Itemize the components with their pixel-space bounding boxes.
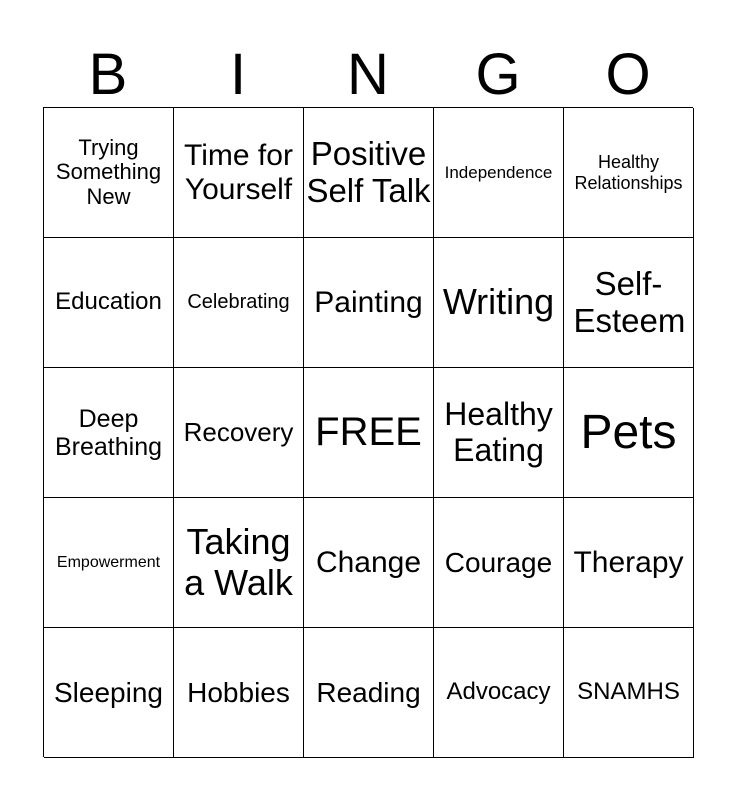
bingo-cell[interactable]: [304, 498, 434, 628]
bingo-cell[interactable]: [44, 498, 174, 628]
cell-label: Therapy: [573, 545, 684, 579]
cell-label: Writing: [442, 281, 555, 323]
cell-label: Courage: [444, 546, 553, 578]
bingo-cell[interactable]: [304, 368, 434, 498]
cell-label: FREE: [315, 410, 422, 455]
cell-label: Self-Esteem: [573, 264, 686, 339]
bingo-cell[interactable]: [44, 108, 174, 238]
bingo-cell[interactable]: [564, 628, 694, 758]
bingo-cell[interactable]: [44, 368, 174, 498]
bingo-cell[interactable]: [564, 238, 694, 368]
cell-label: Trying Something New: [55, 134, 162, 209]
bingo-cell[interactable]: [174, 628, 304, 758]
cell-label: Reading: [316, 676, 421, 708]
cell-label: Celebrating: [187, 291, 290, 314]
cell-label: Healthy Eating: [444, 395, 553, 468]
bingo-cell[interactable]: [564, 368, 694, 498]
bingo-cell[interactable]: [304, 628, 434, 758]
header-letter-b: B: [88, 42, 128, 107]
cell-label: Change: [315, 545, 422, 579]
cell-label: Advocacy: [446, 678, 551, 706]
bingo-header: [43, 44, 693, 106]
cell-label: Time for Yourself: [184, 138, 293, 206]
bingo-cell[interactable]: [174, 368, 304, 498]
cell-label: Independence: [444, 162, 553, 182]
header-letter-o: O: [605, 42, 651, 107]
bingo-cell[interactable]: [304, 108, 434, 238]
bingo-cell[interactable]: [44, 238, 174, 368]
bingo-cell[interactable]: [564, 108, 694, 238]
cell-label: Healthy Relationships: [574, 152, 683, 193]
cell-label: SNAMHS: [577, 678, 680, 706]
header-letter-g: G: [475, 42, 521, 107]
cell-label: Pets: [580, 405, 677, 459]
cell-label: Recovery: [183, 416, 294, 447]
cell-label: Sleeping: [54, 676, 163, 708]
bingo-cell[interactable]: [434, 108, 564, 238]
cell-label: Deep Breathing: [54, 404, 163, 461]
header-letter-i: I: [229, 42, 247, 107]
cell-label: Empowerment: [56, 553, 161, 571]
header-letter-n: N: [347, 42, 389, 107]
bingo-cell[interactable]: [434, 368, 564, 498]
cell-label: Positive Self Talk: [306, 134, 431, 209]
cell-label: Hobbies: [187, 676, 290, 708]
bingo-board: [43, 107, 693, 757]
bingo-cell[interactable]: [304, 238, 434, 368]
bingo-cell[interactable]: [174, 498, 304, 628]
cell-label: Painting: [314, 285, 423, 319]
bingo-cell[interactable]: [434, 628, 564, 758]
cell-label: Education: [55, 288, 162, 316]
bingo-cell[interactable]: [174, 238, 304, 368]
bingo-cell[interactable]: [174, 108, 304, 238]
cell-label: Taking a Walk: [184, 521, 293, 603]
bingo-cell[interactable]: [564, 498, 694, 628]
bingo-cell[interactable]: [44, 628, 174, 758]
bingo-cell[interactable]: [434, 238, 564, 368]
bingo-cell[interactable]: [434, 498, 564, 628]
